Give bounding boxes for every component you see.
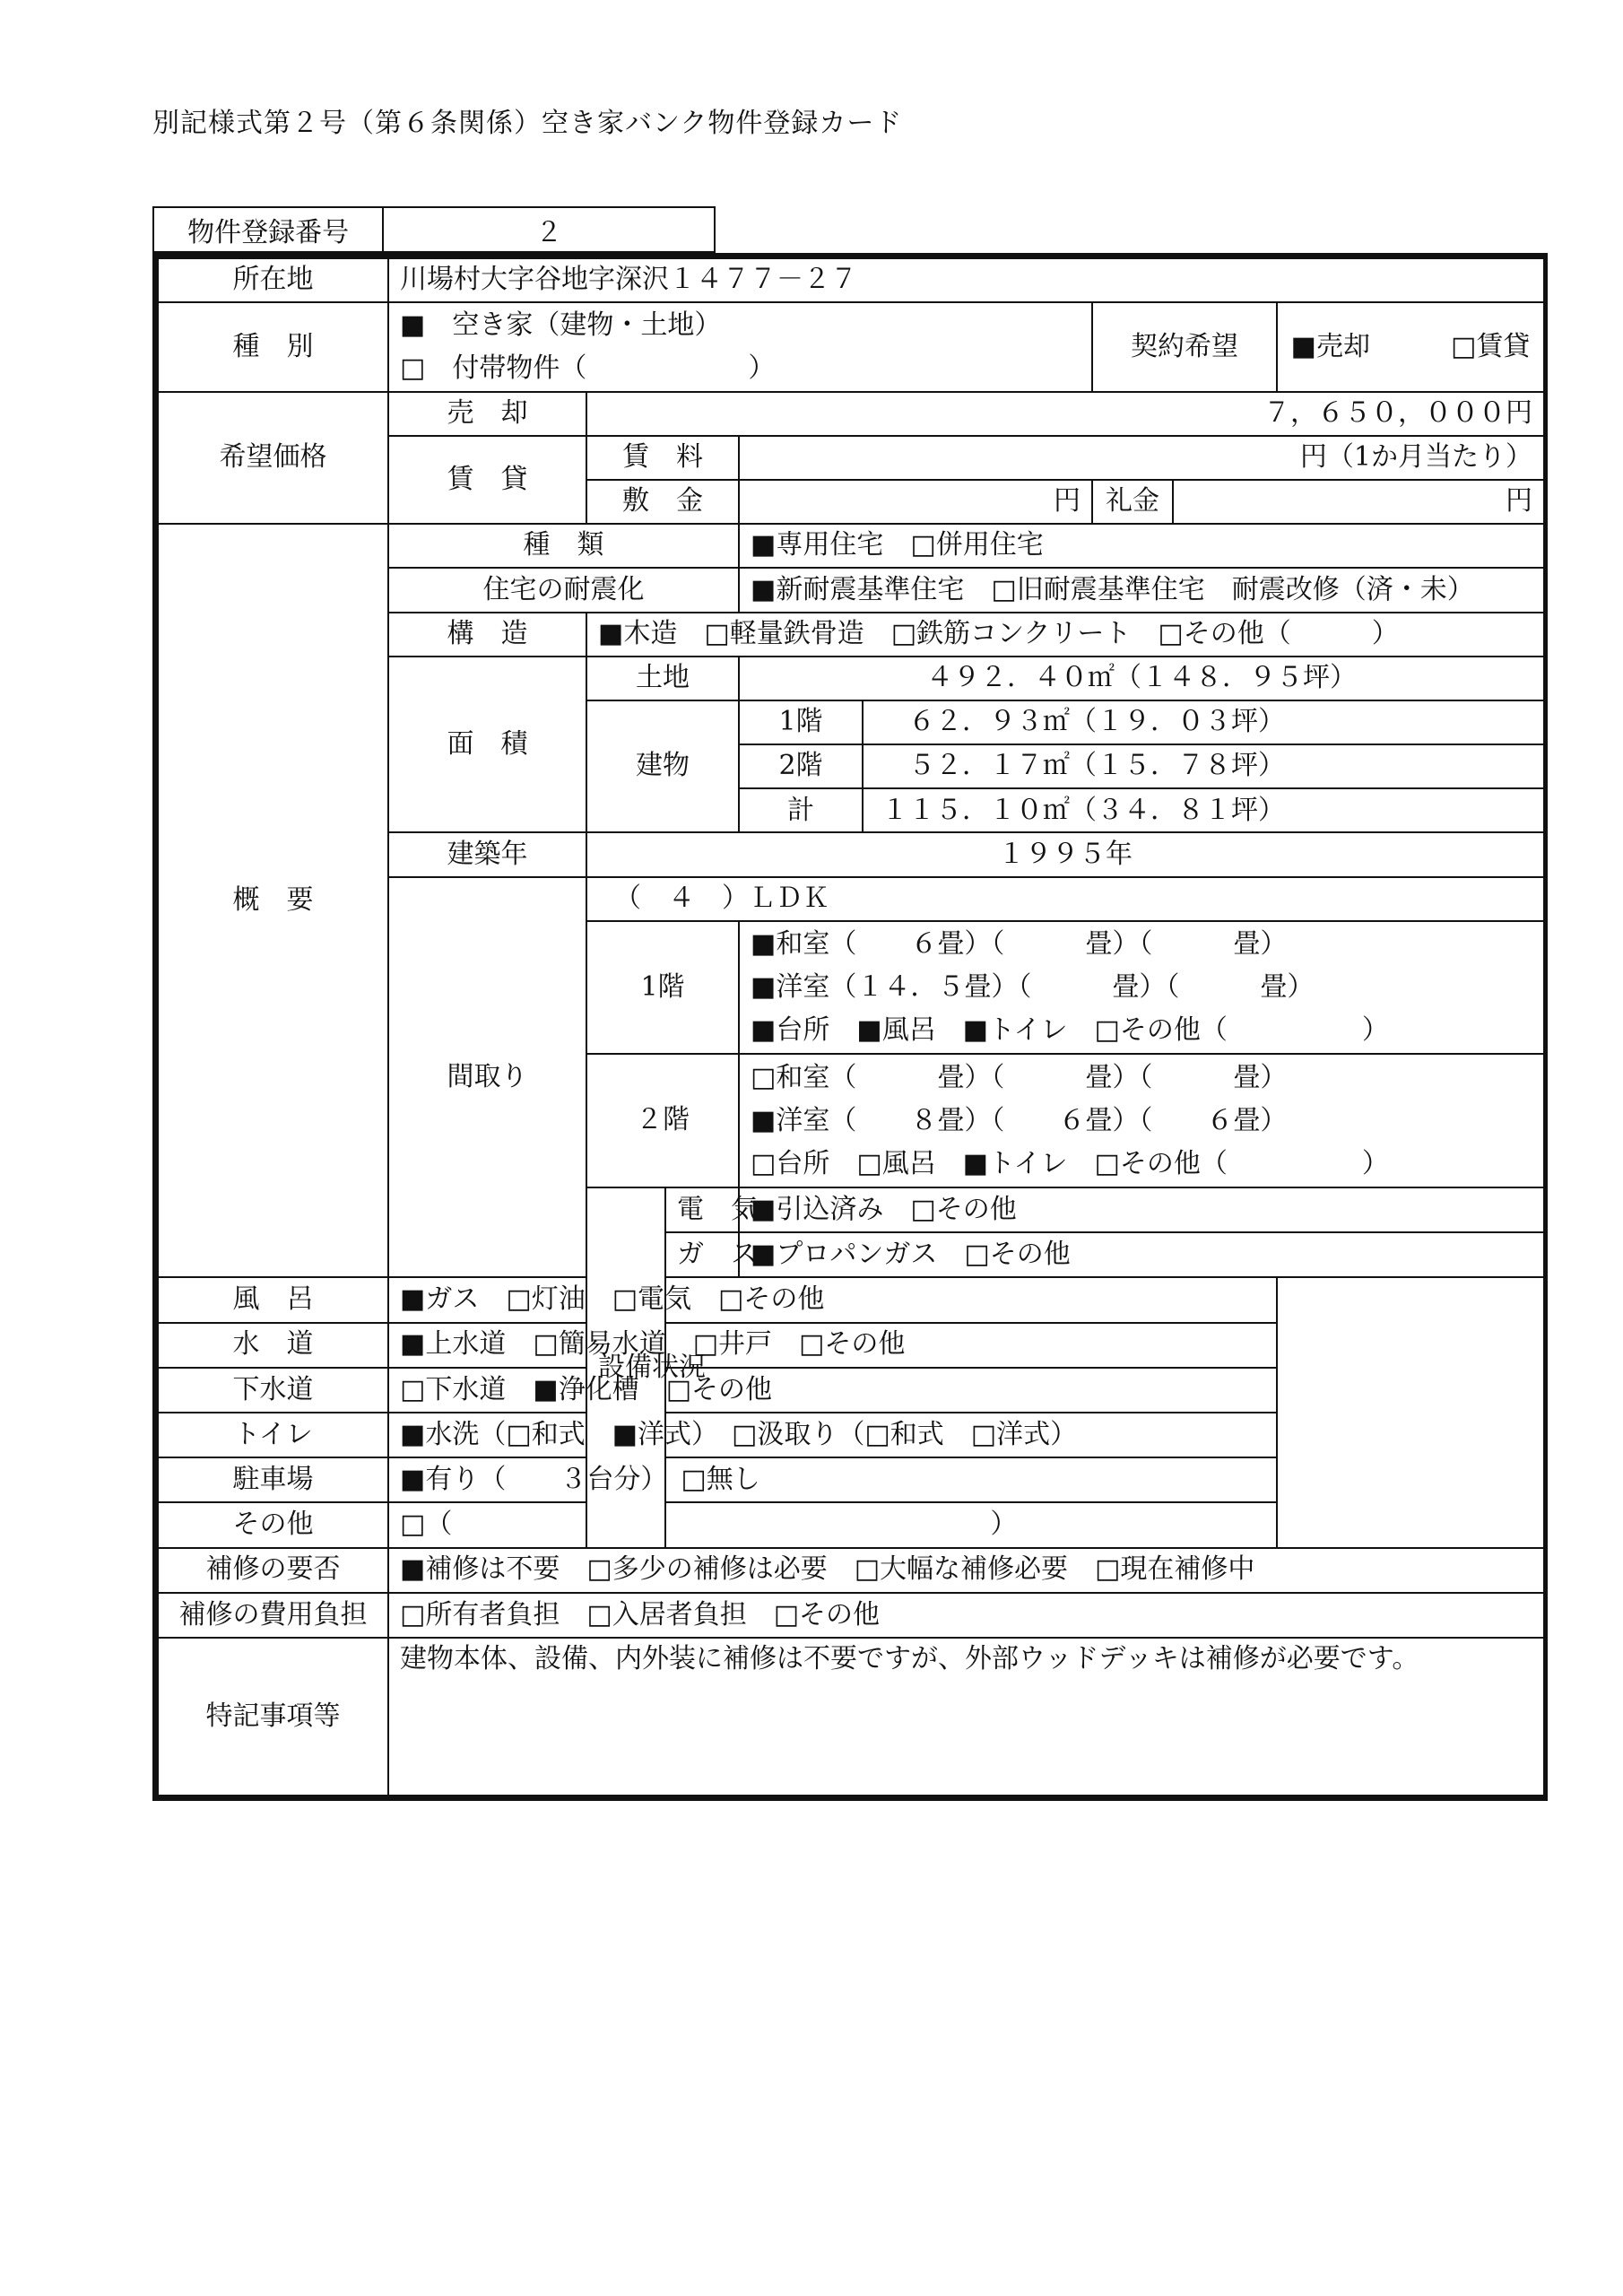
electric-label: 電 気 — [665, 1187, 739, 1232]
gas-label: ガ ス — [665, 1232, 739, 1277]
contract-value: ■売却 □賃貸 — [1277, 302, 1544, 391]
building-kind-value: ■専用住宅 □併用住宅 — [739, 524, 1544, 568]
rent-fee-label: 賃 料 — [586, 436, 739, 480]
rent-fee-value: 円（1か月当たり） — [739, 436, 1544, 480]
layout-floor1-line: ■洋室（１４．５畳）（ 畳）（ 畳） — [751, 971, 1315, 1004]
layout-label: 間取り — [388, 877, 586, 1278]
rent-label: 賃 貸 — [388, 436, 586, 524]
property-card — [152, 253, 1548, 1801]
floor1-area-value: ６２．９３㎡（１９．０３坪） — [863, 700, 1544, 744]
repair-need-value: ■補修は不要 □多少の補修は必要 □大幅な補修必要 □現在補修中 — [388, 1548, 1544, 1593]
form-heading: 別記様式第２号（第６条関係）空き家バンク物件登録カード — [152, 108, 903, 139]
deposit-label: 敷 金 — [586, 480, 739, 524]
location-value: 川場村大字谷地字深沢１４７７－２７ — [388, 258, 1544, 302]
layout-floor1-rooms — [739, 921, 1544, 1055]
sale-value: ７，６５０，０００円 — [586, 392, 1544, 436]
type-label: 種 別 — [158, 302, 388, 391]
sewer-label: 下水道 — [158, 1368, 388, 1413]
floor1-area-label: 1階 — [739, 700, 863, 744]
build-year-value: １９９５年 — [586, 832, 1544, 876]
repair-cost-value: □所有者負担 □入居者負担 □その他 — [388, 1593, 1544, 1638]
layout-floor2-label: ２階 — [586, 1054, 739, 1187]
other-facility-value: □（ ） — [388, 1502, 1277, 1547]
registration-number-box — [152, 206, 716, 253]
parking-value: ■有り（ ３台分） □無し — [388, 1457, 1277, 1502]
floor2-area-value: ５２．１７㎡（１５．７８坪） — [863, 744, 1544, 788]
total-area-value: １１５．１０㎡（３４．８１坪） — [863, 788, 1544, 832]
build-year-label: 建築年 — [388, 832, 586, 876]
parking-label: 駐車場 — [158, 1457, 388, 1502]
building-area-label: 建物 — [586, 700, 739, 833]
earthquake-resistance-label: 住宅の耐震化 — [388, 568, 739, 612]
land-value: ４９２．４０㎡（１４８．９５坪） — [739, 657, 1544, 700]
ldk-value: （ ４ ）ＬＤＫ — [586, 877, 1544, 921]
area-label: 面 積 — [388, 657, 586, 833]
water-label: 水 道 — [158, 1323, 388, 1368]
overview-label: 概 要 — [158, 524, 388, 1277]
earthquake-resistance-value: ■新耐震基準住宅 □旧耐震基準住宅 耐震改修（済・未） — [739, 568, 1544, 612]
facilities-label: 設備状況 — [586, 1187, 665, 1548]
repair-need-label: 補修の要否 — [158, 1548, 388, 1593]
toilet-value: ■水洗（□和式 ■洋式） □汲取り（□和式 □洋式） — [388, 1413, 1277, 1457]
electric-value: ■引込済み □その他 — [739, 1187, 1544, 1232]
contract-label: 契約希望 — [1092, 302, 1277, 391]
layout-floor1-line: ■和室（ ６畳）（ 畳）（ 畳） — [751, 928, 1288, 961]
building-kind-label: 種 類 — [388, 524, 739, 568]
layout-floor2-line: □台所 □風呂 ■トイレ □その他（ ） — [751, 1147, 1389, 1179]
type-option-vacant-house: ■ 空き家（建物・土地） — [400, 309, 722, 341]
total-area-label: 計 — [739, 788, 863, 832]
deposit-value: 円 — [739, 480, 1092, 524]
registration-number-label: 物件登録番号 — [153, 207, 383, 252]
type-options — [388, 302, 1092, 391]
key-money-label: 礼金 — [1092, 480, 1173, 524]
floor2-area-label: 2階 — [739, 744, 863, 788]
key-money-value: 円 — [1173, 480, 1544, 524]
price-label: 希望価格 — [158, 392, 388, 525]
notes-label: 特記事項等 — [158, 1638, 388, 1796]
location-label: 所在地 — [158, 258, 388, 302]
toilet-label: トイレ — [158, 1413, 388, 1457]
layout-floor1-label: 1階 — [586, 921, 739, 1055]
structure-label: 構 造 — [388, 613, 586, 657]
layout-floor2-line: ■洋室（ ８畳）（ ６畳）（ ６畳） — [751, 1104, 1288, 1136]
notes-value: 建物本体、設備、内外装に補修は不要ですが、外部ウッドデッキは補修が必要です。 — [388, 1638, 1544, 1796]
gas-value: ■プロパンガス □その他 — [739, 1232, 1544, 1277]
sewer-value: □下水道 ■浄化槽 □その他 — [388, 1368, 1277, 1413]
water-value: ■上水道 □簡易水道 □井戸 □その他 — [388, 1323, 1277, 1368]
bath-value: ■ガス □灯油 □電気 □その他 — [388, 1277, 1277, 1322]
repair-cost-label: 補修の費用負担 — [158, 1593, 388, 1638]
registration-number-value: ２ — [383, 207, 715, 252]
type-option-attached-property: □ 付帯物件（ ） — [400, 352, 776, 384]
sale-label: 売 却 — [388, 392, 586, 436]
structure-value: ■木造 □軽量鉄骨造 □鉄筋コンクリート □その他（ ） — [586, 613, 1544, 657]
layout-floor1-line: ■台所 ■風呂 ■トイレ □その他（ ） — [751, 1014, 1389, 1047]
bath-label: 風 呂 — [158, 1277, 388, 1322]
layout-floor2-rooms — [739, 1054, 1544, 1187]
other-facility-label: その他 — [158, 1502, 388, 1547]
layout-floor2-line: □和室（ 畳）（ 畳）（ 畳） — [751, 1061, 1288, 1093]
land-label: 土地 — [586, 657, 739, 700]
